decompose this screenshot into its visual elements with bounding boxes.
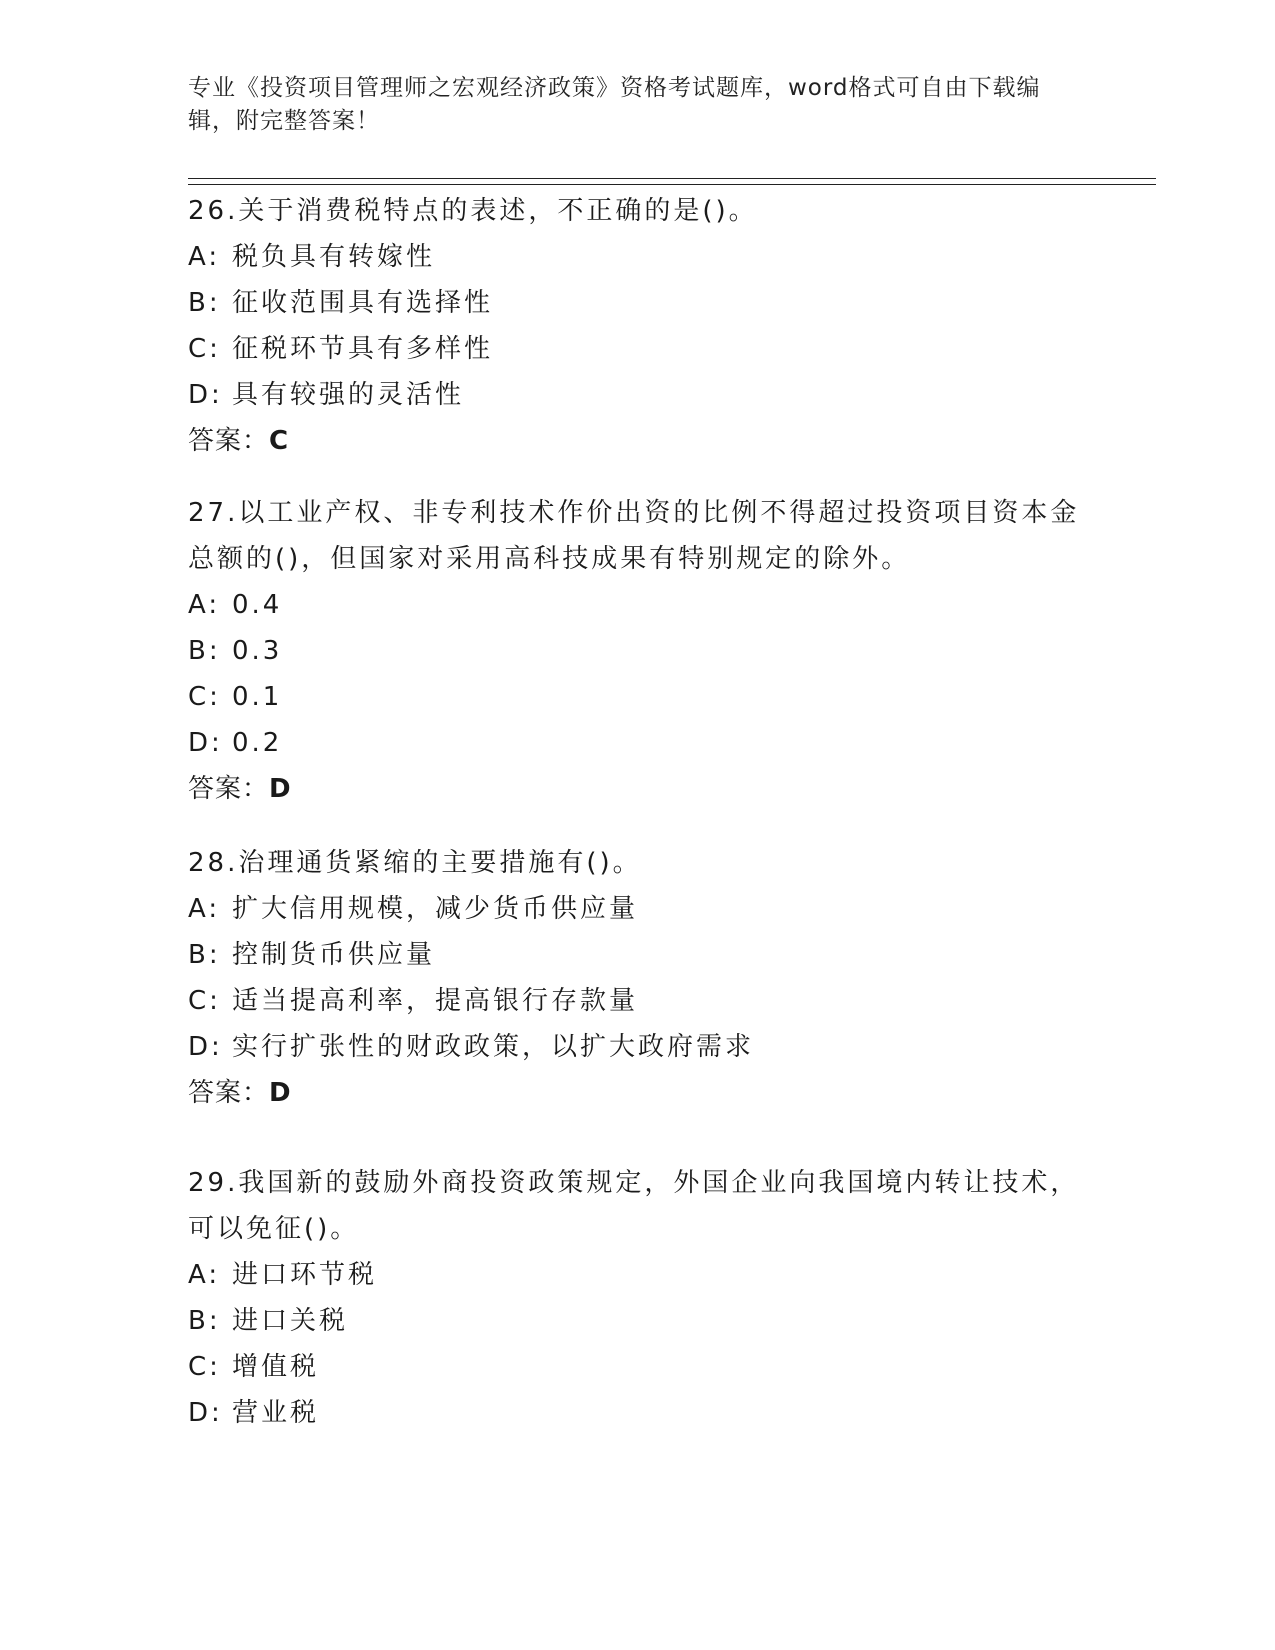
option-c (188, 326, 1088, 372)
option-key: A: (188, 242, 221, 272)
option-text: 进口环节税 (232, 1260, 378, 1290)
option-key: B: (188, 636, 221, 666)
option-key: D: (188, 728, 223, 758)
answer-label: 答案： (188, 426, 270, 456)
header-text: 专业《投资项目管理师之宏观经济政策》资格考试题库，word格式可自由下载编辑，附完整答案！ (188, 75, 1041, 134)
document-header (188, 72, 1088, 138)
option-text: 扩大信用规模，减少货币供应量 (232, 894, 639, 924)
option-b (188, 1298, 1088, 1344)
option-key: B: (188, 288, 221, 318)
option-key: D: (188, 380, 223, 410)
option-d (188, 372, 1088, 418)
option-b (188, 280, 1088, 326)
answer-label: 答案： (188, 774, 270, 804)
header-rule-top (188, 178, 1156, 179)
option-key: B: (188, 1306, 221, 1336)
option-text: 具有较强的灵活性 (232, 380, 465, 410)
option-c (188, 674, 1088, 720)
option-key: A: (188, 894, 221, 924)
question-stem: 28.治理通货紧缩的主要措施有()。 (188, 848, 642, 878)
answer-value: C (269, 426, 290, 456)
option-key: A: (188, 590, 221, 620)
option-key: C: (188, 986, 221, 1016)
question-26 (188, 188, 1088, 464)
option-b (188, 932, 1088, 978)
question-stem: 29.我国新的鼓励外商投资政策规定，外国企业向我国境内转让技术，可以免征()。 (188, 1168, 1080, 1244)
option-d (188, 720, 1088, 766)
option-text: 0.4 (232, 590, 283, 620)
option-key: D: (188, 1032, 223, 1062)
answer-value: D (269, 1078, 292, 1108)
option-key: A: (188, 1260, 221, 1290)
option-text: 适当提高利率，提高银行存款量 (232, 986, 639, 1016)
option-text: 实行扩张性的财政政策，以扩大政府需求 (232, 1032, 755, 1062)
option-d (188, 1390, 1088, 1436)
option-text: 0.1 (232, 682, 283, 712)
question-stem: 26.关于消费税特点的表述，不正确的是()。 (188, 196, 758, 226)
answer-label: 答案： (188, 1078, 270, 1108)
option-key: D: (188, 1398, 223, 1428)
answer (188, 418, 1088, 464)
question-27 (188, 490, 1088, 812)
option-text: 增值税 (232, 1352, 320, 1382)
option-text: 进口关税 (232, 1306, 349, 1336)
option-key: C: (188, 334, 221, 364)
option-c (188, 978, 1088, 1024)
answer-value: D (269, 774, 292, 804)
option-key: C: (188, 682, 221, 712)
option-text: 税负具有转嫁性 (232, 242, 436, 272)
option-text: 征收范围具有选择性 (232, 288, 494, 318)
option-a (188, 886, 1088, 932)
option-b (188, 628, 1088, 674)
option-c (188, 1344, 1088, 1390)
answer (188, 1070, 1088, 1116)
option-text: 0.2 (232, 728, 283, 758)
option-a (188, 234, 1088, 280)
question-28 (188, 840, 1088, 1116)
option-text: 营业税 (232, 1398, 320, 1428)
option-a (188, 582, 1088, 628)
option-key: B: (188, 940, 221, 970)
option-text: 控制货币供应量 (232, 940, 436, 970)
question-stem: 27.以工业产权、非专利技术作价出资的比例不得超过投资项目资本金总额的()，但国家对采用高科技成果有特别规定的除外。 (188, 498, 1080, 574)
question-29 (188, 1160, 1088, 1436)
option-text: 0.3 (232, 636, 283, 666)
answer (188, 766, 1088, 812)
option-text: 征税环节具有多样性 (232, 334, 494, 364)
option-key: C: (188, 1352, 221, 1382)
option-a (188, 1252, 1088, 1298)
header-rule-bottom (188, 184, 1156, 185)
option-d (188, 1024, 1088, 1070)
